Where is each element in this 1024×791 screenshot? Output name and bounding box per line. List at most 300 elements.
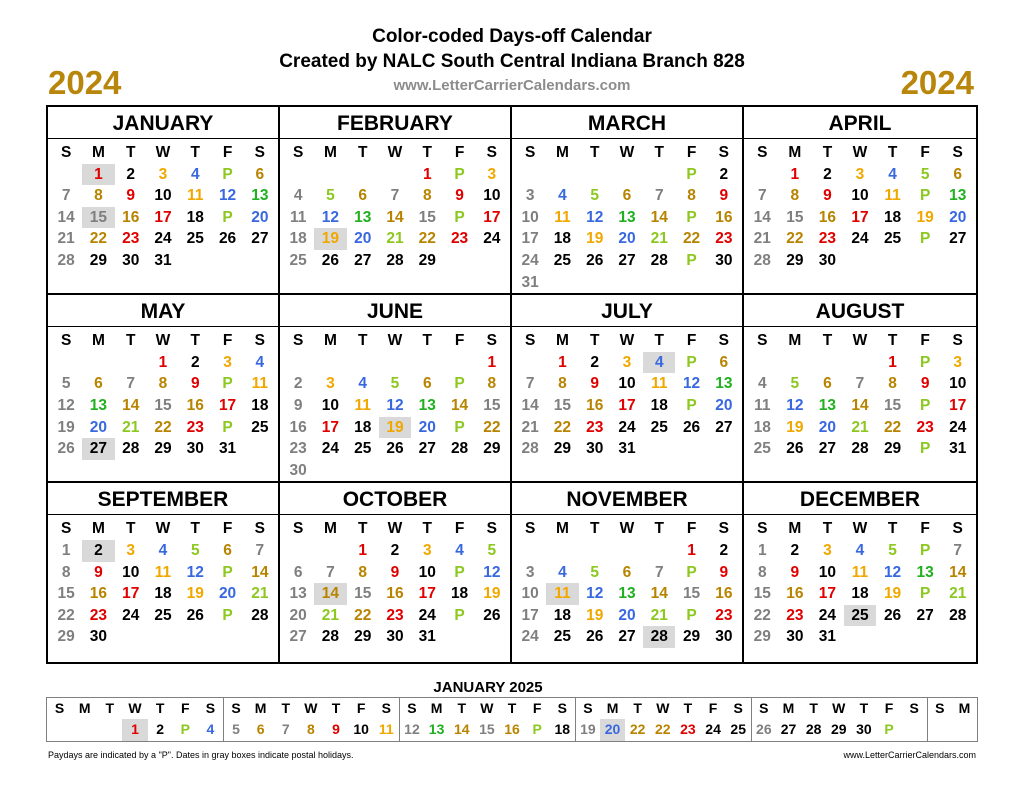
empty-cell: [643, 438, 675, 460]
empty-cell: [411, 352, 443, 374]
payday-marker: P: [919, 585, 931, 603]
day-cell: 15: [786, 208, 804, 226]
day-cell: 30: [715, 251, 733, 269]
day-cell: 3: [422, 541, 432, 559]
day-cell: 1: [790, 165, 800, 183]
day-cell: 7: [757, 187, 767, 205]
day-cell: 10: [618, 375, 636, 393]
day-cell: 7: [855, 375, 865, 393]
strip-day-cell: 12: [399, 719, 424, 741]
day-cell: 5: [590, 563, 600, 581]
holiday-day-cell: 19: [314, 228, 346, 250]
day-cell: 21: [251, 585, 269, 603]
day-cell: 12: [586, 208, 604, 226]
empty-cell: [379, 460, 411, 482]
day-cell: 31: [818, 628, 837, 646]
day-cell: 26: [57, 440, 75, 458]
day-cell: 2: [719, 165, 729, 183]
empty-cell: [476, 250, 508, 272]
empty-cell: [443, 460, 475, 482]
day-cell: 10: [521, 208, 539, 226]
weekday-header: F: [222, 332, 233, 350]
day-grid: [280, 327, 510, 481]
day-cell: 2: [190, 353, 200, 371]
weekday-header: W: [387, 520, 403, 538]
strip-weekday-header: M: [430, 700, 443, 716]
day-cell: 31: [618, 440, 636, 458]
empty-cell: [50, 352, 82, 374]
day-cell: 17: [949, 396, 967, 414]
day-cell: 4: [455, 541, 464, 559]
day-cell: 6: [255, 165, 265, 183]
day-cell: 9: [126, 187, 136, 205]
day-cell: 5: [790, 375, 800, 393]
day-cell: 17: [818, 585, 837, 603]
day-cell: 30: [586, 440, 604, 458]
day-cell: 2: [590, 353, 600, 371]
day-cell: 3: [158, 165, 168, 183]
day-cell: 6: [293, 563, 303, 581]
day-cell: 28: [122, 440, 140, 458]
weekday-header: T: [422, 520, 433, 538]
day-cell: 30: [786, 628, 804, 646]
day-cell: 1: [888, 353, 897, 371]
holiday-day-cell: 11: [546, 583, 578, 605]
day-cell: 15: [154, 396, 172, 414]
payday-marker: P: [686, 563, 697, 581]
day-cell: 29: [154, 440, 172, 458]
weekday-header: T: [357, 144, 368, 161]
strip-day-cell: 30: [856, 721, 872, 737]
empty-cell: [115, 626, 147, 648]
month-name: AUGUST: [744, 295, 976, 327]
day-cell: 11: [754, 396, 771, 414]
day-cell: 10: [818, 563, 837, 581]
day-cell: 16: [818, 208, 837, 226]
day-cell: 7: [390, 187, 400, 205]
day-cell: 26: [186, 606, 204, 624]
day-cell: 13: [354, 208, 372, 226]
weekday-header: S: [60, 144, 72, 161]
day-cell: 12: [483, 563, 501, 581]
strip-weekday-header: S: [575, 698, 600, 719]
day-cell: 4: [757, 375, 767, 393]
day-cell: 4: [158, 541, 168, 559]
strip-weekday-header: M: [78, 700, 91, 716]
empty-cell: [611, 164, 643, 186]
day-grid: [744, 139, 976, 272]
empty-cell: [147, 626, 179, 648]
day-cell: 12: [218, 187, 237, 205]
day-cell: 16: [715, 585, 733, 603]
day-cell: 26: [586, 251, 604, 269]
month-name: DECEMBER: [744, 483, 976, 515]
strip-weekday-header: S: [927, 698, 952, 719]
day-cell: 23: [818, 230, 837, 248]
weekday-header: F: [454, 332, 465, 350]
footer-website[interactable]: www.LetterCarrierCalendars.com: [843, 750, 976, 760]
holiday-day-cell: 19: [379, 417, 411, 439]
day-cell: 23: [916, 418, 934, 436]
day-cell: 7: [953, 541, 963, 559]
day-cell: 16: [289, 418, 307, 436]
day-cell: 17: [154, 208, 172, 226]
day-cell: 21: [650, 606, 668, 624]
empty-cell: [941, 626, 974, 648]
day-cell: 13: [418, 396, 436, 414]
weekday-header: F: [920, 144, 930, 161]
day-cell: 5: [487, 541, 497, 559]
day-cell: 26: [682, 418, 701, 436]
payday-marker: P: [222, 418, 233, 436]
empty-cell: [347, 352, 379, 374]
website-link[interactable]: www.LetterCarrierCalendars.com: [393, 77, 631, 94]
day-cell: 28: [753, 251, 771, 269]
strip-weekday-header: T: [105, 700, 115, 716]
weekday-header: F: [920, 520, 930, 538]
day-cell: 5: [390, 375, 400, 393]
strip-weekday-header: F: [180, 700, 190, 716]
day-cell: 20: [289, 606, 307, 624]
payday-marker: P: [454, 606, 465, 624]
empty-cell: [179, 250, 211, 272]
strip-weekday-header: W: [304, 700, 318, 716]
day-grid: [280, 139, 510, 272]
empty-cell: [282, 164, 314, 186]
day-cell: 5: [190, 541, 200, 559]
empty-cell: [909, 250, 942, 272]
payday-marker: P: [454, 418, 465, 436]
day-cell: 25: [883, 230, 902, 248]
strip-day-cell: 4: [206, 721, 215, 737]
day-cell: 1: [687, 541, 696, 559]
day-cell: 21: [650, 230, 668, 248]
payday-marker: P: [686, 353, 697, 371]
day-cell: 25: [154, 606, 172, 624]
day-cell: 8: [487, 375, 497, 393]
day-cell: 6: [422, 375, 432, 393]
next-month-strip: [46, 697, 978, 742]
day-cell: 29: [553, 440, 572, 458]
day-cell: 22: [786, 230, 804, 248]
empty-cell: [546, 540, 578, 562]
month-february: [280, 107, 512, 295]
strip-weekday-header: T: [281, 700, 291, 716]
strip-empty-cell: [952, 719, 977, 741]
empty-cell: [546, 164, 578, 186]
empty-cell: [82, 352, 114, 374]
legend-note: Paydays are indicated by a "P". Dates in gray boxes indicate postal holidays.: [48, 750, 354, 760]
day-cell: 24: [521, 628, 539, 646]
day-cell: 21: [321, 606, 340, 624]
strip-day-cell: 13: [428, 721, 445, 737]
day-cell: 24: [818, 606, 837, 624]
day-cell: 6: [719, 353, 729, 371]
weekday-header: S: [524, 520, 536, 538]
payday-marker: P: [919, 440, 931, 458]
day-cell: 4: [190, 165, 200, 183]
day-cell: 29: [483, 440, 501, 458]
day-cell: 27: [916, 606, 934, 624]
weekday-header: S: [486, 332, 498, 350]
weekday-header: M: [555, 520, 569, 538]
day-cell: 28: [521, 440, 539, 458]
strip-day-cell: 1: [122, 719, 147, 741]
month-march: [512, 107, 744, 295]
empty-cell: [811, 352, 844, 374]
weekday-header: W: [619, 520, 635, 538]
day-cell: 2: [719, 541, 729, 559]
day-cell: 2: [293, 375, 303, 393]
day-cell: 17: [321, 418, 340, 436]
empty-cell: [179, 626, 211, 648]
day-cell: 9: [719, 563, 729, 581]
month-july: [512, 295, 744, 483]
empty-cell: [514, 540, 546, 562]
strip-empty-cell: [97, 719, 122, 741]
day-cell: 30: [122, 251, 140, 269]
day-cell: 13: [89, 396, 108, 414]
strip-weekday-header: T: [809, 700, 818, 716]
day-cell: 5: [920, 165, 930, 183]
day-cell: 3: [326, 375, 335, 393]
strip-weekday-header: S: [909, 700, 919, 716]
day-cell: 13: [618, 208, 636, 226]
calendar-title: Color-coded Days-off Calendar: [372, 26, 652, 47]
day-cell: 23: [450, 230, 469, 248]
day-cell: 20: [89, 418, 108, 436]
day-cell: 24: [418, 606, 436, 624]
year-right: 2024: [900, 64, 974, 101]
month-name: JULY: [512, 295, 742, 327]
day-cell: 19: [586, 606, 604, 624]
weekday-header: S: [952, 144, 963, 161]
day-cell: 8: [422, 187, 432, 205]
day-cell: 15: [553, 396, 572, 414]
day-cell: 7: [126, 375, 136, 393]
day-cell: 6: [358, 187, 368, 205]
day-cell: 3: [487, 165, 497, 183]
empty-cell: [211, 250, 243, 272]
day-cell: 9: [920, 375, 930, 393]
empty-cell: [708, 272, 740, 294]
empty-cell: [779, 352, 812, 374]
day-cell: 18: [154, 585, 172, 603]
day-cell: 18: [186, 208, 204, 226]
day-cell: 27: [618, 628, 636, 646]
strip-day-cell: 14: [453, 721, 470, 737]
payday-marker: P: [454, 208, 465, 226]
day-cell: 30: [818, 251, 837, 269]
day-cell: 8: [757, 563, 767, 581]
day-cell: 6: [223, 541, 232, 559]
day-cell: 11: [354, 396, 371, 414]
day-cell: 17: [418, 585, 436, 603]
year-calendar-grid: [46, 105, 978, 664]
day-cell: 15: [753, 585, 771, 603]
weekday-header: S: [757, 332, 768, 350]
month-name: MAY: [48, 295, 278, 327]
day-cell: 15: [57, 585, 75, 603]
day-cell: 2: [790, 541, 800, 559]
day-cell: 13: [289, 585, 307, 603]
day-cell: 16: [89, 585, 108, 603]
day-cell: 26: [586, 628, 604, 646]
weekday-header: W: [155, 520, 171, 538]
day-cell: 16: [786, 585, 804, 603]
day-cell: 20: [618, 230, 636, 248]
holiday-day-cell: 15: [82, 207, 114, 229]
day-cell: 7: [654, 187, 664, 205]
day-cell: 23: [715, 606, 733, 624]
day-cell: 13: [916, 563, 934, 581]
day-cell: 1: [61, 541, 71, 559]
calendar-subtitle: Created by NALC South Central Indiana Branch 828: [279, 51, 745, 72]
weekday-header: F: [454, 144, 465, 161]
day-cell: 9: [790, 563, 800, 581]
day-cell: 28: [321, 628, 340, 646]
empty-cell: [844, 352, 877, 374]
day-cell: 10: [949, 375, 967, 393]
day-cell: 24: [521, 251, 539, 269]
weekday-header: T: [589, 144, 600, 161]
empty-cell: [844, 250, 877, 272]
day-cell: 17: [521, 230, 539, 248]
empty-cell: [211, 626, 243, 648]
day-cell: 28: [251, 606, 269, 624]
weekday-header: W: [619, 144, 635, 161]
day-cell: 31: [154, 251, 172, 269]
day-cell: 15: [682, 585, 701, 603]
day-cell: 14: [650, 585, 668, 603]
day-cell: 11: [289, 208, 307, 226]
strip-day-cell: 5: [223, 719, 248, 741]
day-cell: 24: [321, 440, 340, 458]
day-cell: 21: [57, 230, 75, 248]
weekday-header: S: [486, 144, 498, 161]
day-cell: 23: [386, 606, 404, 624]
weekday-header: S: [952, 332, 963, 350]
day-cell: 20: [949, 208, 967, 226]
holiday-day-cell: 2: [82, 540, 114, 562]
month-october: [280, 483, 512, 662]
empty-cell: [314, 540, 346, 562]
day-cell: 20: [218, 585, 237, 603]
day-cell: 26: [321, 251, 340, 269]
weekday-header: T: [190, 144, 201, 161]
day-cell: 1: [487, 353, 497, 371]
empty-cell: [611, 272, 643, 294]
weekday-header: F: [454, 520, 465, 538]
day-cell: 16: [122, 208, 140, 226]
day-cell: 12: [883, 563, 902, 581]
weekday-header: T: [654, 520, 665, 538]
day-cell: 12: [786, 396, 804, 414]
weekday-header: S: [292, 332, 304, 350]
day-cell: 24: [949, 418, 967, 436]
month-name: JUNE: [280, 295, 510, 327]
strip-weekday-header: T: [331, 700, 341, 716]
weekday-header: F: [222, 520, 233, 538]
weekday-header: W: [387, 144, 403, 161]
day-cell: 1: [558, 353, 567, 371]
day-grid: [48, 515, 278, 648]
day-cell: 30: [89, 628, 108, 646]
day-cell: 3: [622, 353, 632, 371]
month-january: [48, 107, 280, 295]
strip-weekday-header: T: [683, 700, 693, 716]
day-cell: 19: [57, 418, 75, 436]
strip-weekday-header: S: [381, 700, 391, 716]
day-cell: 1: [358, 541, 368, 559]
weekday-header: S: [292, 144, 304, 161]
weekday-header: W: [155, 332, 171, 350]
day-grid: [512, 139, 742, 293]
day-cell: 14: [122, 396, 140, 414]
day-cell: 5: [888, 541, 897, 559]
day-cell: 4: [358, 375, 368, 393]
empty-cell: [282, 540, 314, 562]
weekday-header: S: [718, 144, 730, 161]
strip-day-cell: 10: [353, 721, 369, 737]
day-cell: 4: [255, 353, 265, 371]
day-cell: 6: [622, 563, 632, 581]
day-cell: 23: [586, 418, 604, 436]
strip-day-cell: 26: [751, 719, 776, 741]
payday-marker: P: [919, 353, 931, 371]
weekday-header: T: [125, 520, 136, 538]
strip-weekday-header: T: [859, 700, 869, 716]
day-cell: 9: [719, 187, 729, 205]
day-cell: 18: [650, 396, 668, 414]
month-name: OCTOBER: [280, 483, 510, 515]
empty-cell: [909, 626, 942, 648]
day-cell: 30: [386, 628, 404, 646]
weekday-header: M: [323, 144, 337, 161]
day-cell: 27: [418, 440, 436, 458]
day-cell: 25: [553, 251, 572, 269]
next-month-title: JANUARY 2025: [433, 679, 543, 696]
day-cell: 7: [61, 187, 71, 205]
day-cell: 31: [521, 273, 539, 291]
day-cell: 19: [786, 418, 804, 436]
empty-cell: [50, 164, 82, 186]
empty-cell: [643, 164, 675, 186]
day-cell: 9: [823, 187, 832, 205]
payday-marker: P: [919, 230, 931, 248]
strip-day-cell: 22: [629, 721, 646, 737]
strip-weekday-header: F: [708, 700, 718, 716]
strip-payday-marker: P: [180, 721, 190, 737]
strip-weekday-header: M: [958, 700, 971, 716]
day-cell: 16: [186, 396, 204, 414]
day-cell: 22: [753, 606, 771, 624]
empty-cell: [876, 626, 909, 648]
day-cell: 28: [57, 251, 75, 269]
payday-marker: P: [454, 375, 465, 393]
day-cell: 19: [916, 208, 934, 226]
day-cell: 11: [884, 187, 901, 205]
strip-day-cell: 9: [332, 721, 340, 737]
day-cell: 3: [223, 353, 232, 371]
day-cell: 20: [715, 396, 733, 414]
strip-weekday-header: M: [254, 700, 267, 716]
day-cell: 27: [251, 230, 269, 248]
day-cell: 8: [558, 375, 567, 393]
day-cell: 26: [483, 606, 501, 624]
strip-weekday-header: F: [884, 700, 894, 716]
day-cell: 8: [158, 375, 168, 393]
